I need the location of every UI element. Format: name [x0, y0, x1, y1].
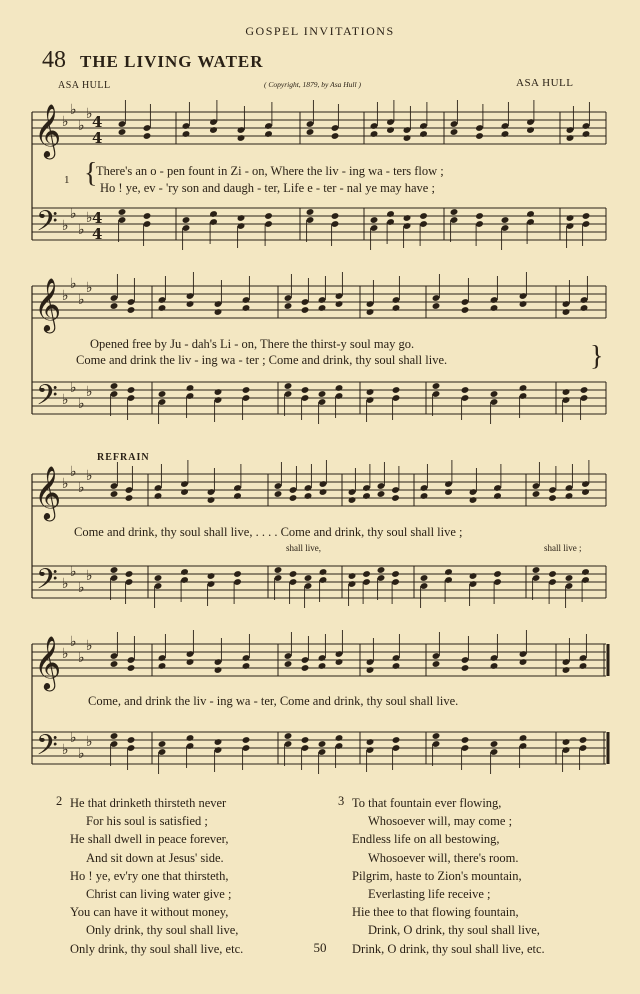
note-head: [432, 302, 441, 310]
note-head: [182, 130, 191, 138]
note-head: [331, 132, 340, 140]
note-head: [306, 128, 315, 136]
flat-icon: ♭: [78, 746, 85, 762]
note-head: [580, 304, 589, 312]
flat-icon: ♭: [62, 576, 69, 592]
bass-clef-icon: 𝄢: [36, 379, 58, 419]
flat-icon: ♭: [78, 480, 85, 496]
note-head: [301, 736, 310, 744]
note-head: [362, 492, 371, 500]
note-head: [301, 664, 310, 672]
note-head: [475, 212, 484, 220]
note-head: [284, 732, 293, 740]
note-head: [214, 666, 223, 674]
refrain-label: REFRAIN: [97, 452, 150, 463]
lyric-refrain-line2: Come, and drink the liv - ing wa - ter, Come and drink, thy soul shall live.: [88, 694, 459, 708]
note-head: [214, 388, 223, 396]
note-head: [237, 214, 246, 222]
stanza-line: You can have it without money,: [70, 905, 229, 920]
stanza-line: Christ can living water give ;: [86, 887, 232, 902]
flat-icon: ♭: [78, 580, 85, 596]
note-head: [110, 660, 119, 668]
note-head: [180, 488, 189, 496]
flat-icon: ♭: [62, 476, 69, 492]
treble-clef-icon: 𝄞: [34, 635, 62, 689]
note-head: [127, 736, 136, 744]
flat-icon: ♭: [78, 396, 85, 412]
note-head: [377, 490, 386, 498]
note-head: [127, 664, 136, 672]
flat-icon: ♭: [78, 222, 85, 238]
note-head: [264, 212, 273, 220]
flat-icon: ♭: [62, 742, 69, 758]
stanza-line: To that fountain ever flowing,: [352, 796, 502, 810]
note-head: [306, 208, 315, 216]
bass-staff: [32, 566, 606, 598]
note-head: [264, 130, 273, 138]
note-head: [158, 662, 167, 670]
note-head: [110, 382, 119, 390]
stanza-2-number: 2: [56, 794, 63, 808]
note-head: [366, 738, 375, 746]
stanza-line: Pilgrim, haste to Zion's mountain,: [352, 868, 522, 883]
note-head: [110, 490, 119, 498]
note-head: [284, 302, 293, 310]
note-head: [304, 574, 313, 582]
flat-icon: ♭: [86, 210, 93, 226]
stanza-line: Drink, O drink, thy soul shall live, etc.: [352, 941, 545, 956]
flat-icon: ♭: [62, 646, 69, 662]
composer-credit-left: ASA HULL: [58, 80, 111, 91]
verse-brace-close: }: [590, 341, 604, 372]
note-head: [318, 304, 327, 312]
note-head: [209, 210, 218, 218]
stanza-3: [352, 794, 545, 958]
stanza-line: Whosoever will, may come ;: [368, 814, 513, 829]
note-head: [366, 308, 375, 316]
note-head: [186, 734, 195, 742]
note-head: [274, 490, 283, 498]
flat-icon: ♭: [86, 638, 93, 654]
treble-staff: [32, 644, 606, 676]
note-head: [519, 300, 528, 308]
note-head: [366, 388, 375, 396]
note-head: [182, 216, 191, 224]
bass-clef-icon: 𝄢: [36, 563, 58, 603]
note-head: [548, 570, 557, 578]
flat-icon: ♭: [86, 568, 93, 584]
note-head: [186, 658, 195, 666]
note-head: [392, 736, 401, 744]
note-head: [579, 736, 588, 744]
note-head: [233, 570, 242, 578]
note-head: [207, 496, 216, 504]
note-head: [392, 386, 401, 394]
note-head: [110, 302, 119, 310]
treble-clef-icon: 𝄞: [34, 465, 62, 519]
note-head: [214, 308, 223, 316]
note-head: [118, 128, 127, 136]
flat-icon: ♭: [70, 102, 77, 118]
note-head: [461, 306, 470, 314]
flat-icon: ♭: [70, 730, 77, 746]
note-head: [335, 734, 344, 742]
page-number: 50: [313, 940, 327, 955]
note-head: [566, 214, 575, 222]
treble-staff: [32, 474, 606, 506]
stanza-line: Only drink, thy soul shall live,: [86, 923, 239, 938]
note-head: [158, 304, 167, 312]
stanza-line: Hie thee to that flowing fountain,: [352, 905, 519, 920]
note-head: [209, 126, 218, 134]
hymn-title: THE LIVING WATER: [80, 52, 264, 71]
note-head: [242, 304, 251, 312]
note-head: [274, 566, 283, 574]
note-head: [318, 740, 327, 748]
flat-icon: ♭: [86, 384, 93, 400]
note-head: [450, 208, 459, 216]
note-head: [562, 308, 571, 316]
time-signature: 4: [92, 113, 103, 131]
note-head: [490, 740, 499, 748]
note-head: [318, 390, 327, 398]
bass-clef-icon: 𝄢: [36, 729, 58, 769]
time-signature: 4: [92, 209, 103, 227]
note-head: [475, 132, 484, 140]
treble-clef-icon: 𝄞: [34, 277, 62, 331]
treble-clef-icon: 𝄞: [34, 103, 62, 157]
stanza-line: For his soul is satisfied ;: [86, 814, 208, 829]
note-head: [403, 134, 412, 142]
note-head: [154, 492, 163, 500]
note-head: [490, 304, 499, 312]
note-head: [391, 494, 400, 502]
note-head: [127, 306, 136, 314]
note-head: [444, 488, 453, 496]
music-system-3: [0, 460, 640, 620]
flat-icon: ♭: [70, 564, 77, 580]
note-head: [125, 570, 134, 578]
note-head: [519, 734, 528, 742]
note-head: [319, 568, 328, 576]
hymn-number: 48: [42, 47, 66, 73]
note-head: [519, 658, 528, 666]
note-head: [370, 130, 379, 138]
stanza-2: [70, 794, 243, 958]
note-head: [242, 386, 251, 394]
note-head: [450, 128, 459, 136]
note-head: [348, 572, 357, 580]
note-head: [519, 384, 528, 392]
flat-icon: ♭: [78, 292, 85, 308]
note-head: [335, 300, 344, 308]
note-head: [318, 662, 327, 670]
note-head: [207, 572, 216, 580]
note-head: [490, 390, 499, 398]
note-head: [432, 660, 441, 668]
stanza-line: Drink, O drink, thy soul shall live,: [368, 923, 540, 938]
note-head: [362, 570, 371, 578]
note-head: [118, 208, 127, 216]
note-head: [562, 738, 571, 746]
treble-staff: [32, 286, 606, 318]
flat-icon: ♭: [62, 218, 69, 234]
bass-clef-icon: 𝄢: [36, 205, 58, 245]
flat-icon: ♭: [70, 380, 77, 396]
note-head: [158, 390, 167, 398]
bass-cue-2: shall live ;: [544, 543, 582, 553]
note-head: [237, 134, 246, 142]
bass-cue-1: shall live,: [286, 543, 321, 553]
note-head: [432, 382, 441, 390]
note-head: [493, 492, 502, 500]
note-head: [180, 568, 189, 576]
note-head: [377, 566, 386, 574]
note-head: [304, 492, 313, 500]
flat-icon: ♭: [70, 464, 77, 480]
note-head: [565, 492, 574, 500]
flat-icon: ♭: [86, 468, 93, 484]
note-head: [335, 658, 344, 666]
stanza-line: Endless life on all bestowing,: [352, 832, 500, 847]
lyric-refrain-line1: Come and drink, thy soul shall live, . . . . Come and drink, thy soul shall live ;: [74, 525, 463, 539]
flat-icon: ♭: [86, 280, 93, 296]
note-head: [582, 130, 591, 138]
note-head: [143, 132, 152, 140]
note-head: [501, 130, 510, 138]
note-head: [432, 732, 441, 740]
note-head: [420, 574, 429, 582]
note-head: [579, 662, 588, 670]
flat-icon: ♭: [62, 114, 69, 130]
note-head: [403, 214, 412, 222]
note-head: [490, 662, 499, 670]
composer-credit-right: ASA HULL: [516, 77, 574, 89]
note-head: [581, 488, 590, 496]
note-head: [420, 492, 429, 500]
note-head: [581, 568, 590, 576]
note-head: [284, 660, 293, 668]
note-head: [469, 496, 478, 504]
verse-brace: {: [84, 158, 98, 189]
flat-icon: ♭: [62, 288, 69, 304]
note-head: [548, 494, 557, 502]
stanza-line: And sit down at Jesus' side.: [86, 850, 224, 865]
note-head: [562, 666, 571, 674]
note-head: [532, 566, 541, 574]
note-head: [233, 492, 242, 500]
flat-icon: ♭: [78, 650, 85, 666]
note-head: [289, 494, 298, 502]
note-head: [143, 212, 152, 220]
note-head: [331, 212, 340, 220]
note-head: [158, 740, 167, 748]
note-head: [348, 496, 357, 504]
flat-icon: ♭: [86, 734, 93, 750]
bass-staff: [32, 208, 606, 240]
treble-staff: [32, 112, 606, 144]
note-head: [284, 382, 293, 390]
stanza-3-number: 3: [338, 794, 345, 808]
lyric-line1-verse1: There's an o - pen fount in Zi - on, Where the liv - ing wa - ters flow ;: [96, 164, 444, 178]
note-head: [580, 386, 589, 394]
note-head: [461, 736, 470, 744]
note-head: [335, 384, 344, 392]
note-head: [301, 386, 310, 394]
note-head: [186, 384, 195, 392]
note-head: [154, 574, 163, 582]
note-head: [319, 488, 328, 496]
note-head: [242, 736, 251, 744]
note-head: [526, 126, 535, 134]
flat-icon: ♭: [70, 206, 77, 222]
flat-icon: ♭: [62, 392, 69, 408]
note-head: [391, 570, 400, 578]
note-head: [532, 490, 541, 498]
note-head: [242, 662, 251, 670]
flat-icon: ♭: [70, 276, 77, 292]
note-head: [461, 664, 470, 672]
running-head: GOSPEL INVITATIONS: [245, 24, 395, 38]
note-head: [419, 130, 428, 138]
flat-icon: ♭: [70, 634, 77, 650]
flat-icon: ♭: [86, 106, 93, 122]
stanza-line: He that drinketh thirsteth never: [70, 796, 227, 810]
copyright-notice: ( Copyright, 1879, by Asa Hull ): [264, 80, 361, 89]
note-head: [501, 216, 510, 224]
note-head: [289, 570, 298, 578]
note-head: [493, 570, 502, 578]
note-head: [444, 568, 453, 576]
stanza-line: Ho ! ye, ev'ry one that thirsteth,: [70, 868, 229, 883]
note-head: [566, 134, 575, 142]
lyric-line1-verse2: Ho ! ye, ev - 'ry son and daugh - ter, Life e - ter - nal ye may have ;: [100, 181, 435, 195]
note-head: [186, 300, 195, 308]
time-signature: 4: [92, 129, 103, 147]
note-head: [366, 666, 375, 674]
note-head: [565, 574, 574, 582]
note-head: [125, 494, 134, 502]
stanza-line: Everlasting life receive ;: [368, 887, 491, 902]
note-head: [582, 212, 591, 220]
lyric-line2-verse1: Opened free by Ju - dah's Li - on, There the thirst-y soul may go.: [90, 337, 415, 351]
note-head: [419, 212, 428, 220]
stanza-line: Only drink, thy soul shall live, etc.: [70, 941, 244, 956]
lyric-line2-verse2: Come and drink the liv - ing wa - ter ; Come and drink, thy soul shall live.: [76, 353, 448, 367]
note-head: [370, 216, 379, 224]
flat-icon: ♭: [78, 118, 85, 134]
note-head: [392, 662, 401, 670]
note-head: [526, 210, 535, 218]
note-head: [301, 306, 310, 314]
note-head: [110, 732, 119, 740]
note-head: [386, 126, 395, 134]
note-head: [461, 386, 470, 394]
stanza-line: He shall dwell in peace forever,: [70, 832, 229, 847]
note-head: [127, 386, 136, 394]
verse-number: 1: [64, 174, 70, 186]
note-head: [386, 210, 395, 218]
note-head: [562, 388, 571, 396]
time-signature: 4: [92, 225, 103, 243]
note-head: [214, 738, 223, 746]
note-head: [392, 304, 401, 312]
stanza-line: Whosoever will, there's room.: [368, 850, 519, 865]
note-head: [110, 566, 119, 574]
note-head: [469, 572, 478, 580]
